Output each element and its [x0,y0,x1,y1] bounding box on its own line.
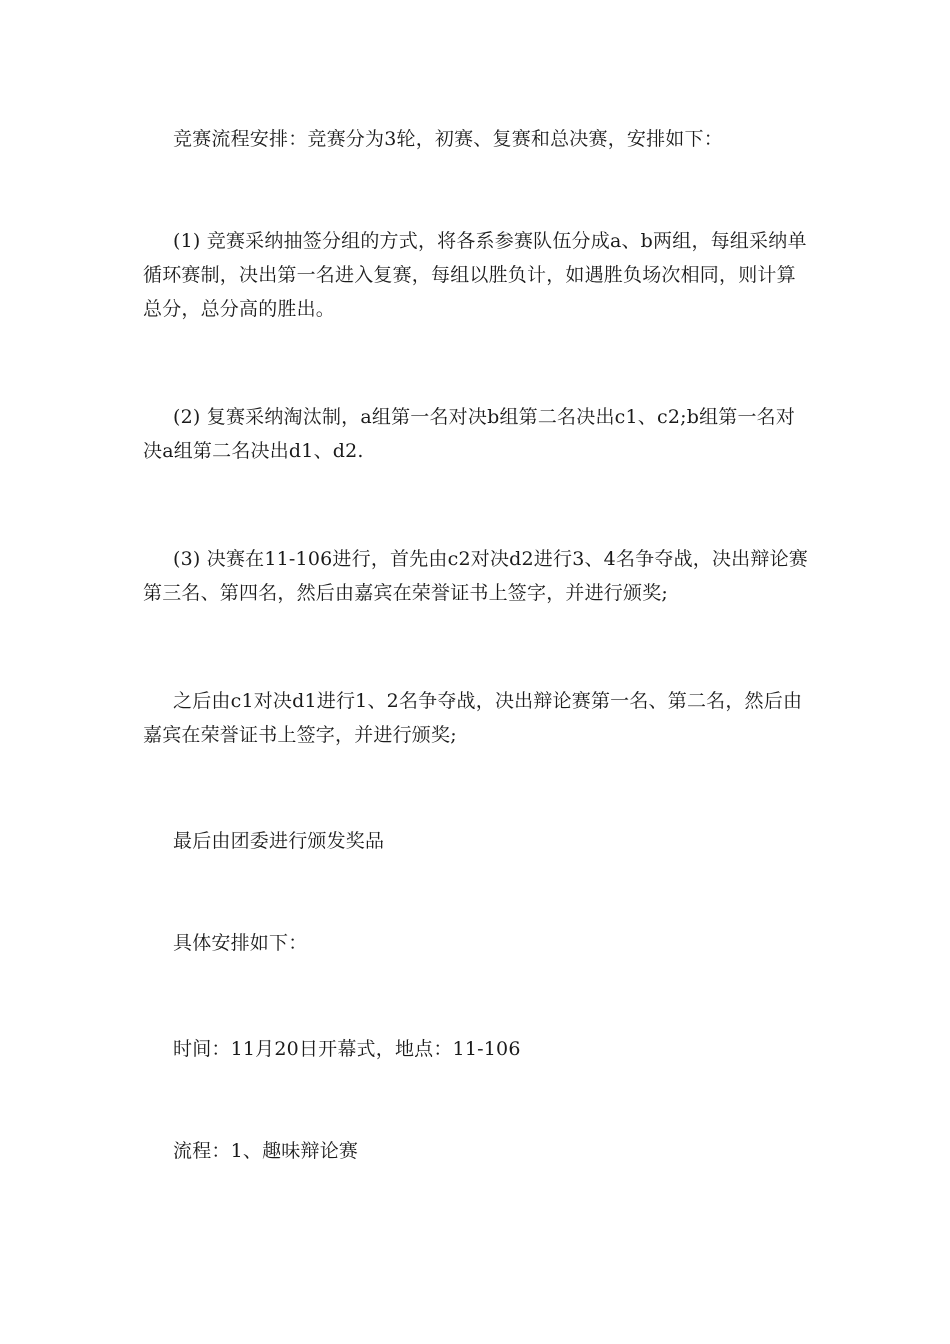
paragraph-final-round: (3) 决赛在11-106进行，首先由c2对决d2进行3、4名争夺战，决出辩论赛第三名、第四名，然后由嘉宾在荣誉证书上签字，并进行颁奖; [143,548,808,604]
paragraph-championship-match: 之后由c1对决d1进行1、2名争夺战，决出辩论赛第一名、第二名，然后由嘉宾在荣誉证书上签字，并进行颁奖; [143,690,803,746]
paragraph-preliminary-round: (1) 竞赛采纳抽签分组的方式，将各系参赛队伍分成a、b两组，每组采纳单循环赛制，决出第一名进入复赛，每组以胜负计，如遇胜负场次相同，则计算总分，总分高的胜出。 [143,230,807,320]
paragraph-competition-schedule: 竞赛流程安排：竞赛分为3轮，初赛、复赛和总决赛，安排如下： [173,128,723,150]
paragraph-prize-distribution: 最后由团委进行颁发奖品 [173,830,385,852]
paragraph-semifinal-round: (2) 复赛采纳淘汰制，a组第一名对决b组第二名决出c1、c2;b组第一名对决a组第二名决出d1、d2. [143,406,796,462]
paragraph-procedure: 流程：1、趣味辩论赛 [173,1140,359,1162]
paragraph-detailed-arrangement: 具体安排如下： [173,932,308,954]
paragraph-time-location: 时间：11月20日开幕式，地点：11-106 [173,1038,521,1060]
